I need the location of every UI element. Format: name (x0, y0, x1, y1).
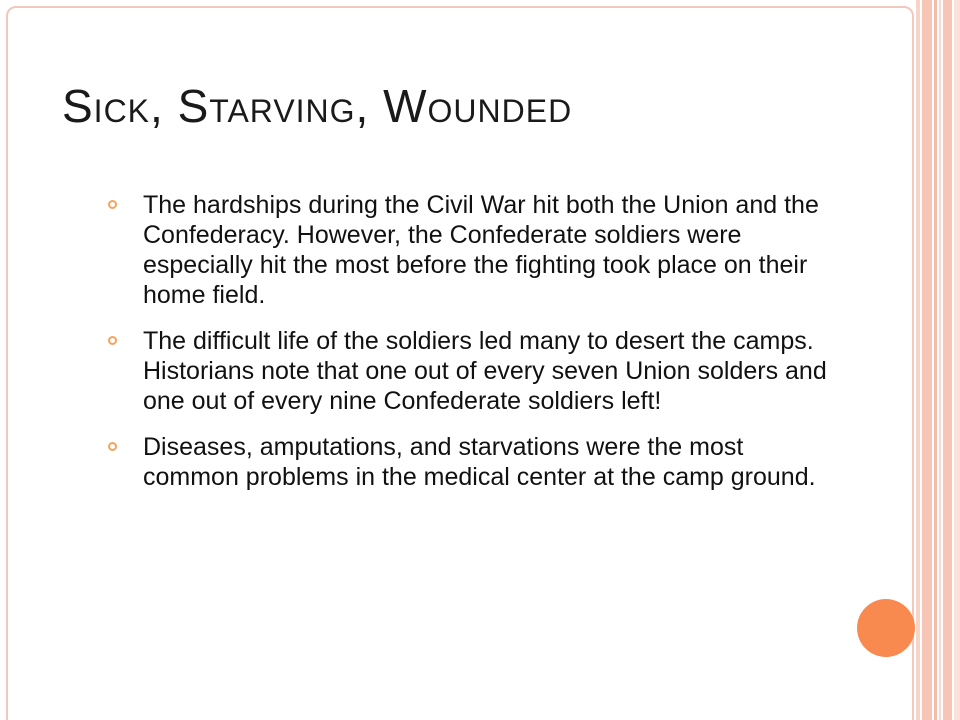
slide-title: Sick, Starving, Wounded (62, 80, 573, 132)
decorative-stripe (934, 0, 937, 720)
circle-bullet-icon (108, 336, 117, 345)
bullet-text: The hardships during the Civil War hit both the Union and the Confederacy. However, the Confederate soldiers were especially hit the most before the fighting took place on their home field. (143, 191, 819, 309)
decorative-stripe (922, 0, 932, 720)
bullet-list (108, 190, 828, 508)
circle-bullet-icon (108, 442, 117, 451)
orange-circle-ornament (857, 599, 915, 657)
bullet-text: The difficult life of the soldiers led many to desert the camps. Historians note that one out of every seven Union solders and one out of every nine Confederate soldiers left! (143, 327, 827, 415)
decorative-stripe (916, 0, 920, 720)
decorative-stripe (954, 0, 960, 720)
decorative-stripe (943, 0, 952, 720)
bullet-text: Diseases, amputations, and starvations were the most common problems in the medical center at the camp ground. (143, 433, 816, 491)
bullet-item (108, 432, 828, 492)
decorative-stripe (939, 0, 941, 720)
bullet-item (108, 190, 828, 310)
circle-bullet-icon (108, 200, 117, 209)
bullet-item (108, 326, 828, 416)
